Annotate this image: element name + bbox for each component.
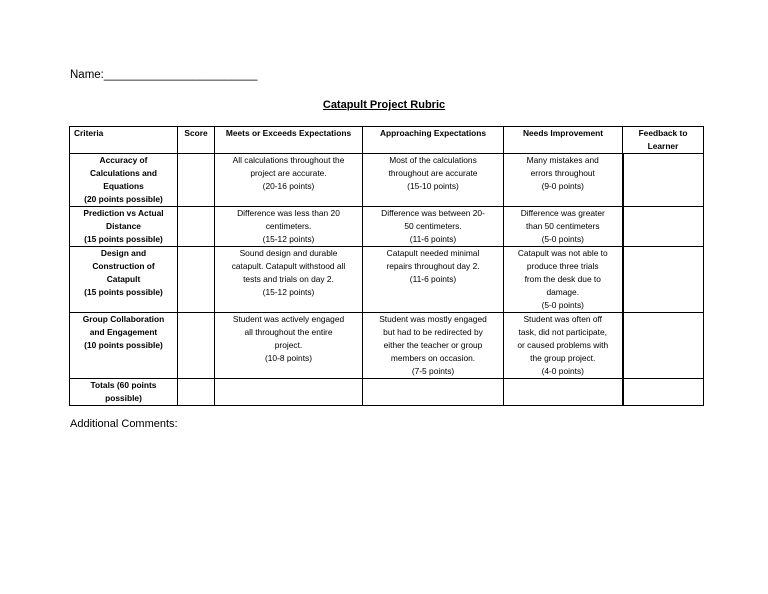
header-feedback: Feedback to Learner xyxy=(623,127,704,154)
criteria-line: possible) xyxy=(105,393,142,403)
score-cell[interactable] xyxy=(178,154,215,207)
approaching-line: Difference was between 20- xyxy=(381,208,485,218)
approaching-cell xyxy=(363,313,504,379)
approaching-line: throughout are accurate xyxy=(388,168,478,178)
approaching-line: Student was mostly engaged xyxy=(379,314,487,324)
criteria-cell xyxy=(70,207,178,247)
meets-cell xyxy=(215,154,363,207)
needs-cell xyxy=(504,207,623,247)
approaching-cell xyxy=(363,207,504,247)
score-cell[interactable] xyxy=(178,313,215,379)
header-row xyxy=(70,127,704,154)
meets-line: tests and trials on day 2. xyxy=(243,274,334,284)
criteria-line: Calculations and xyxy=(89,168,157,178)
criteria-line: (15 points possible) xyxy=(84,234,163,244)
needs-line: Catapult was not able to xyxy=(517,248,608,258)
meets-line: project are accurate. xyxy=(250,168,327,178)
needs-cell xyxy=(504,154,623,207)
approaching-line: Most of the calculations xyxy=(389,155,477,165)
approaching-line: (7-5 points) xyxy=(411,366,455,376)
needs-line: Many mistakes and xyxy=(526,155,599,165)
meets-cell xyxy=(215,247,363,313)
needs-cell xyxy=(504,313,623,379)
criteria-line: and Engagement xyxy=(89,327,158,337)
table-row xyxy=(70,379,704,406)
meets-line: (20-16 points) xyxy=(262,181,315,191)
criteria-cell xyxy=(70,247,178,313)
approaching-line: 50 centimeters. xyxy=(404,221,462,231)
needs-line: the group project. xyxy=(530,353,596,363)
table-row xyxy=(70,247,704,313)
meets-line: catapult. Catapult withstood all xyxy=(231,261,346,271)
header-criteria: Criteria xyxy=(70,127,178,154)
needs-line: task, did not participate, xyxy=(518,327,607,337)
header-score: Score xyxy=(178,127,215,154)
score-cell[interactable] xyxy=(178,379,215,406)
header-approaching: Approaching Expectations xyxy=(363,127,504,154)
meets-line: (15-12 points) xyxy=(262,287,315,297)
needs-cell xyxy=(504,379,623,406)
approaching-cell xyxy=(363,154,504,207)
feedback-cell[interactable] xyxy=(623,154,704,207)
meets-cell xyxy=(215,313,363,379)
table-row xyxy=(70,154,704,207)
approaching-line: repairs throughout day 2. xyxy=(386,261,480,271)
table-row xyxy=(70,207,704,247)
approaching-line: Catapult needed minimal xyxy=(386,248,480,258)
meets-line: (10-8 points) xyxy=(264,353,312,363)
needs-line: damage. xyxy=(546,287,580,297)
header-meets: Meets or Exceeds Expectations xyxy=(215,127,363,154)
approaching-line: (11-6 points) xyxy=(409,234,457,244)
criteria-cell xyxy=(70,379,178,406)
score-cell[interactable] xyxy=(178,247,215,313)
meets-line: centimeters. xyxy=(265,221,312,231)
needs-line: (5-0 points) xyxy=(541,234,584,244)
approaching-line: (15-10 points) xyxy=(407,181,459,191)
criteria-line: (20 points possible) xyxy=(84,194,163,204)
feedback-cell[interactable] xyxy=(623,379,704,406)
needs-line: from the desk due to xyxy=(524,274,601,284)
criteria-line: (15 points possible) xyxy=(84,287,163,297)
needs-line: Difference was greater xyxy=(520,208,605,218)
approaching-cell xyxy=(363,379,504,406)
criteria-line: Totals (60 points xyxy=(90,380,157,390)
criteria-line: Accuracy of xyxy=(99,155,148,165)
criteria-cell xyxy=(70,154,178,207)
table-row xyxy=(70,313,704,379)
needs-cell xyxy=(504,247,623,313)
needs-line: produce three trials xyxy=(526,261,599,271)
score-cell[interactable] xyxy=(178,207,215,247)
meets-line: all throughout the entire xyxy=(244,327,333,337)
additional-comments-label: Additional Comments: xyxy=(70,418,178,430)
criteria-line: Equations xyxy=(103,181,144,191)
document-title: Catapult Project Rubric xyxy=(322,99,446,111)
needs-line: (4-0 points) xyxy=(541,366,584,376)
meets-line: Sound design and durable xyxy=(239,248,338,258)
criteria-cell xyxy=(70,313,178,379)
meets-line: project. xyxy=(274,340,303,350)
needs-line: or caused problems with xyxy=(517,340,609,350)
criteria-line: Distance xyxy=(106,221,141,231)
needs-line: Student was often off xyxy=(523,314,603,324)
meets-line: Difference was less than 20 xyxy=(237,208,340,218)
rubric-table xyxy=(69,126,704,406)
feedback-cell[interactable] xyxy=(623,313,704,379)
approaching-line: members on occasion. xyxy=(390,353,476,363)
name-field-label: Name:________________________ xyxy=(70,69,258,81)
approaching-cell xyxy=(363,247,504,313)
needs-line: than 50 centimeters xyxy=(525,221,600,231)
meets-cell xyxy=(215,379,363,406)
meets-line: Student was actively engaged xyxy=(232,314,345,324)
approaching-line: either the teacher or group xyxy=(383,340,483,350)
meets-cell xyxy=(215,207,363,247)
needs-line: (9-0 points) xyxy=(541,181,584,191)
criteria-line: (10 points possible) xyxy=(84,340,163,350)
feedback-cell[interactable] xyxy=(623,247,704,313)
criteria-line: Prediction vs Actual xyxy=(83,208,164,218)
criteria-line: Catapult xyxy=(106,274,141,284)
needs-line: errors throughout xyxy=(530,168,595,178)
needs-line: (5-0 points) xyxy=(541,300,584,310)
approaching-line: but had to be redirected by xyxy=(383,327,483,337)
criteria-line: Group Collaboration xyxy=(82,314,165,324)
criteria-line: Construction of xyxy=(92,261,155,271)
criteria-line: Design and xyxy=(100,248,147,258)
approaching-line: (11-6 points) xyxy=(409,274,457,284)
header-needs: Needs Improvement xyxy=(504,127,623,154)
meets-line: All calculations throughout the xyxy=(232,155,345,165)
meets-line: (15-12 points) xyxy=(262,234,315,244)
feedback-cell[interactable] xyxy=(623,207,704,247)
